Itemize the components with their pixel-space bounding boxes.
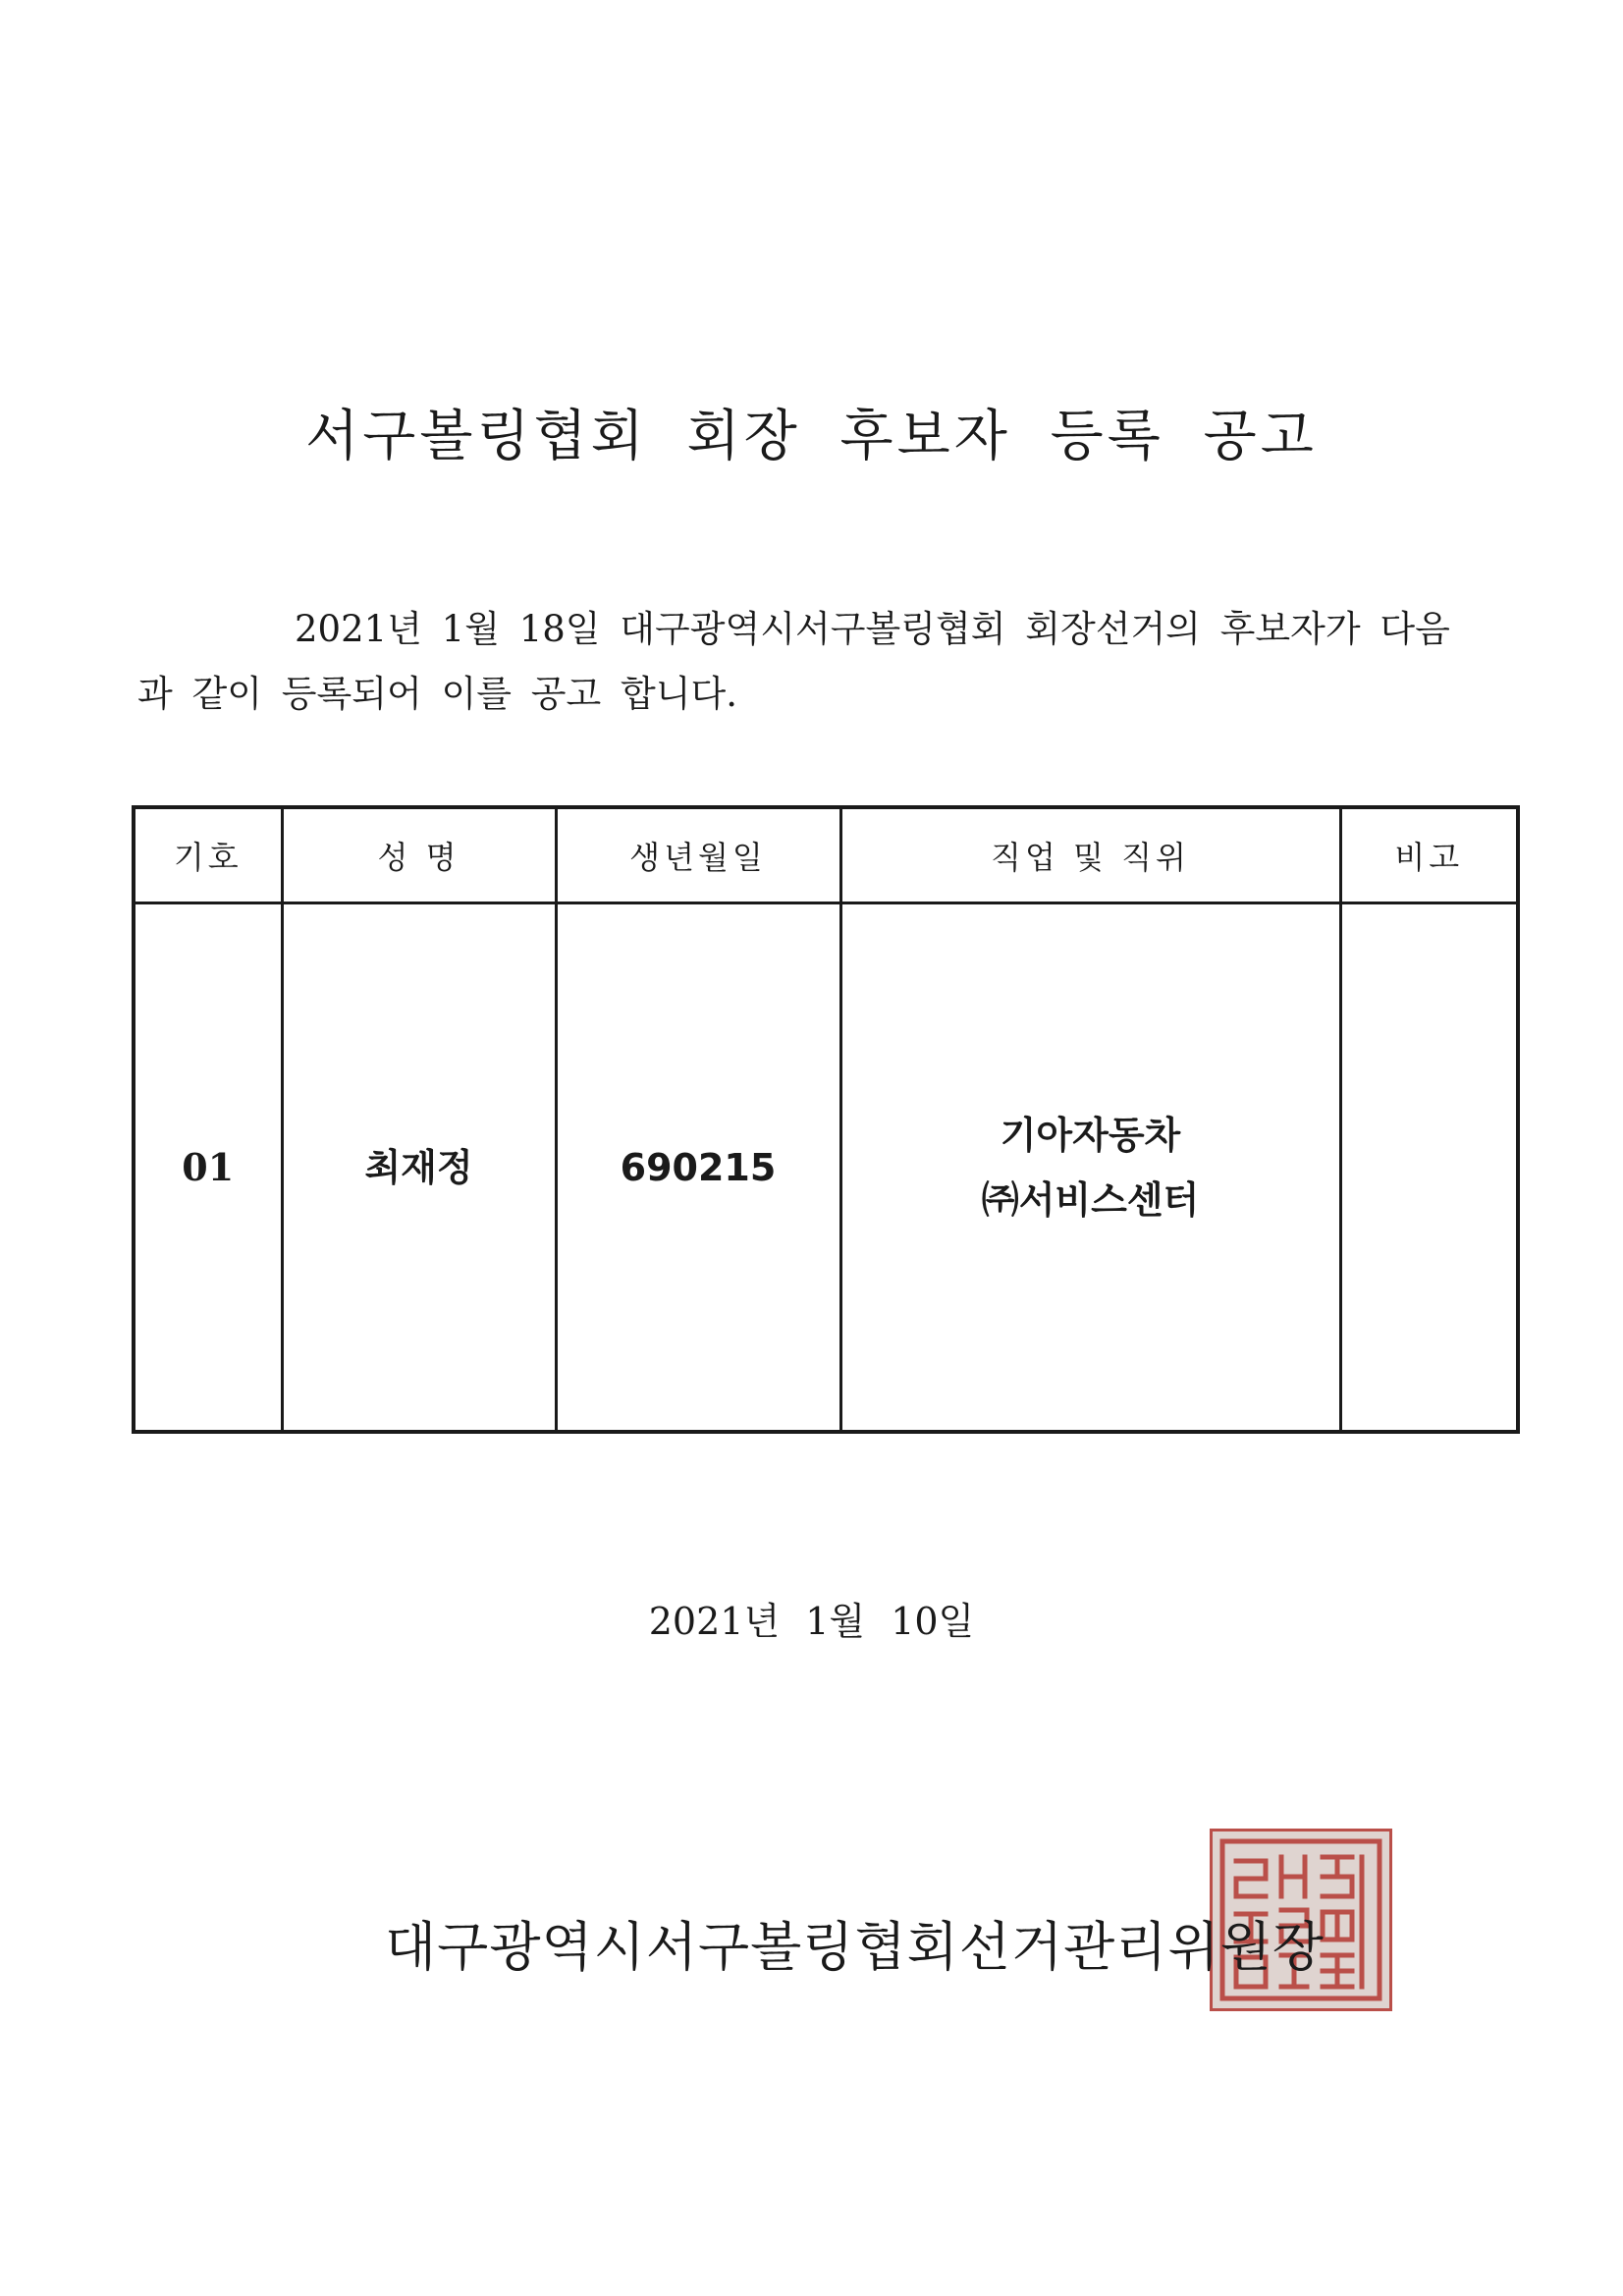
- header-occupation: 직업 및 직위: [840, 807, 1340, 903]
- cell-name: 최재정: [282, 903, 556, 1433]
- header-number: 기호: [134, 807, 282, 903]
- cell-number: 01: [134, 903, 282, 1433]
- occupation-line-1: 기아자동차: [1000, 1113, 1181, 1157]
- cell-remarks: [1340, 903, 1518, 1433]
- table-row: [134, 903, 1518, 1433]
- cell-birthdate: 690215: [556, 903, 840, 1433]
- intro-line-1: 2021년 1월 18일 대구광역시서구볼링협회 회장선거의 후보자가 다음: [295, 608, 1450, 650]
- occupation-line-2: ㈜서비스센터: [981, 1177, 1200, 1222]
- header-name: 성 명: [282, 807, 556, 903]
- header-birthdate: 생년월일: [556, 807, 840, 903]
- issue-date: 2021년 1월 10일: [648, 1600, 975, 1643]
- candidate-table: [132, 805, 1520, 1434]
- cell-occupation: [840, 903, 1340, 1433]
- header-remarks: 비고: [1340, 807, 1518, 903]
- table-header-row: [134, 807, 1518, 903]
- intro-line-2: 과 같이 등록되어 이를 공고 합니다.: [137, 673, 737, 715]
- intro-paragraph: [137, 597, 1551, 727]
- document-title: 서구볼링협회 회장 후보자 등록 공고: [305, 405, 1318, 468]
- issuer-signature: 대구광역시서구볼링협회선거관리위원장: [385, 1916, 1325, 1978]
